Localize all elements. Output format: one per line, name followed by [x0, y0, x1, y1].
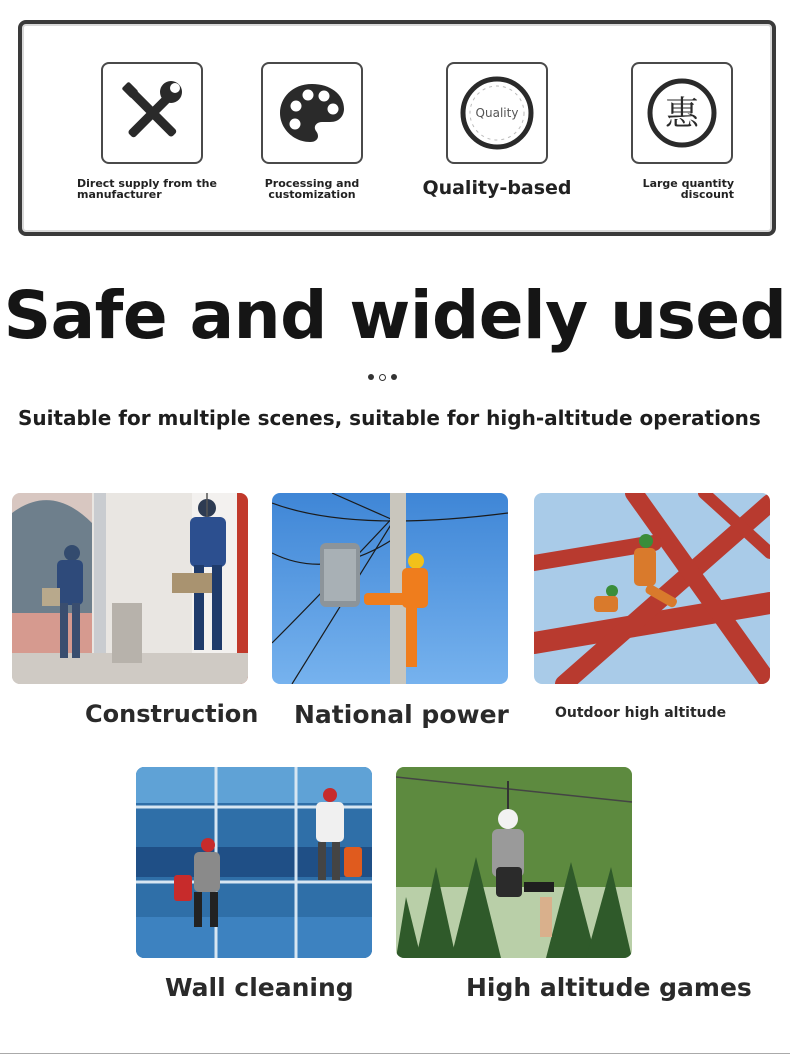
feature-panel — [18, 20, 776, 236]
discount-glyph: 惠 — [665, 94, 699, 134]
dot — [368, 374, 374, 380]
scene-caption: High altitude games — [466, 973, 752, 1002]
feature-processing — [227, 62, 397, 200]
feature-label: Direct supply from the manufacturer — [77, 177, 217, 201]
dot — [379, 374, 386, 381]
feature-direct-supply — [67, 62, 237, 200]
feature-label: Quality-based — [422, 177, 572, 199]
outdoor-altitude-photo — [534, 493, 770, 684]
construction-photo — [12, 493, 248, 684]
feature-label: Processing and customization — [264, 177, 360, 201]
page-subline: Suitable for multiple scenes, suitable for high-altitude operations — [18, 406, 761, 430]
quality-badge-text: Quality — [475, 106, 519, 120]
scene-caption: Wall cleaning — [165, 973, 354, 1002]
bottom-divider — [0, 1053, 790, 1054]
scene-caption: Outdoor high altitude — [555, 705, 727, 721]
feature-label: Large quantity discount — [642, 177, 734, 201]
feature-discount — [597, 62, 767, 200]
national-power-photo — [272, 493, 508, 684]
scene-caption: National power — [294, 700, 509, 729]
dot — [391, 374, 397, 380]
wall-cleaning-photo — [136, 767, 372, 958]
page-headline: Safe and widely used — [3, 277, 787, 354]
high-altitude-games-photo — [396, 767, 632, 958]
feature-quality — [412, 62, 582, 198]
scene-caption: Construction — [85, 700, 259, 728]
palette-icon — [261, 62, 363, 164]
quality-badge-icon — [446, 62, 548, 164]
discount-icon — [631, 62, 733, 164]
carousel-dots — [368, 374, 397, 381]
tools-icon — [101, 62, 203, 164]
